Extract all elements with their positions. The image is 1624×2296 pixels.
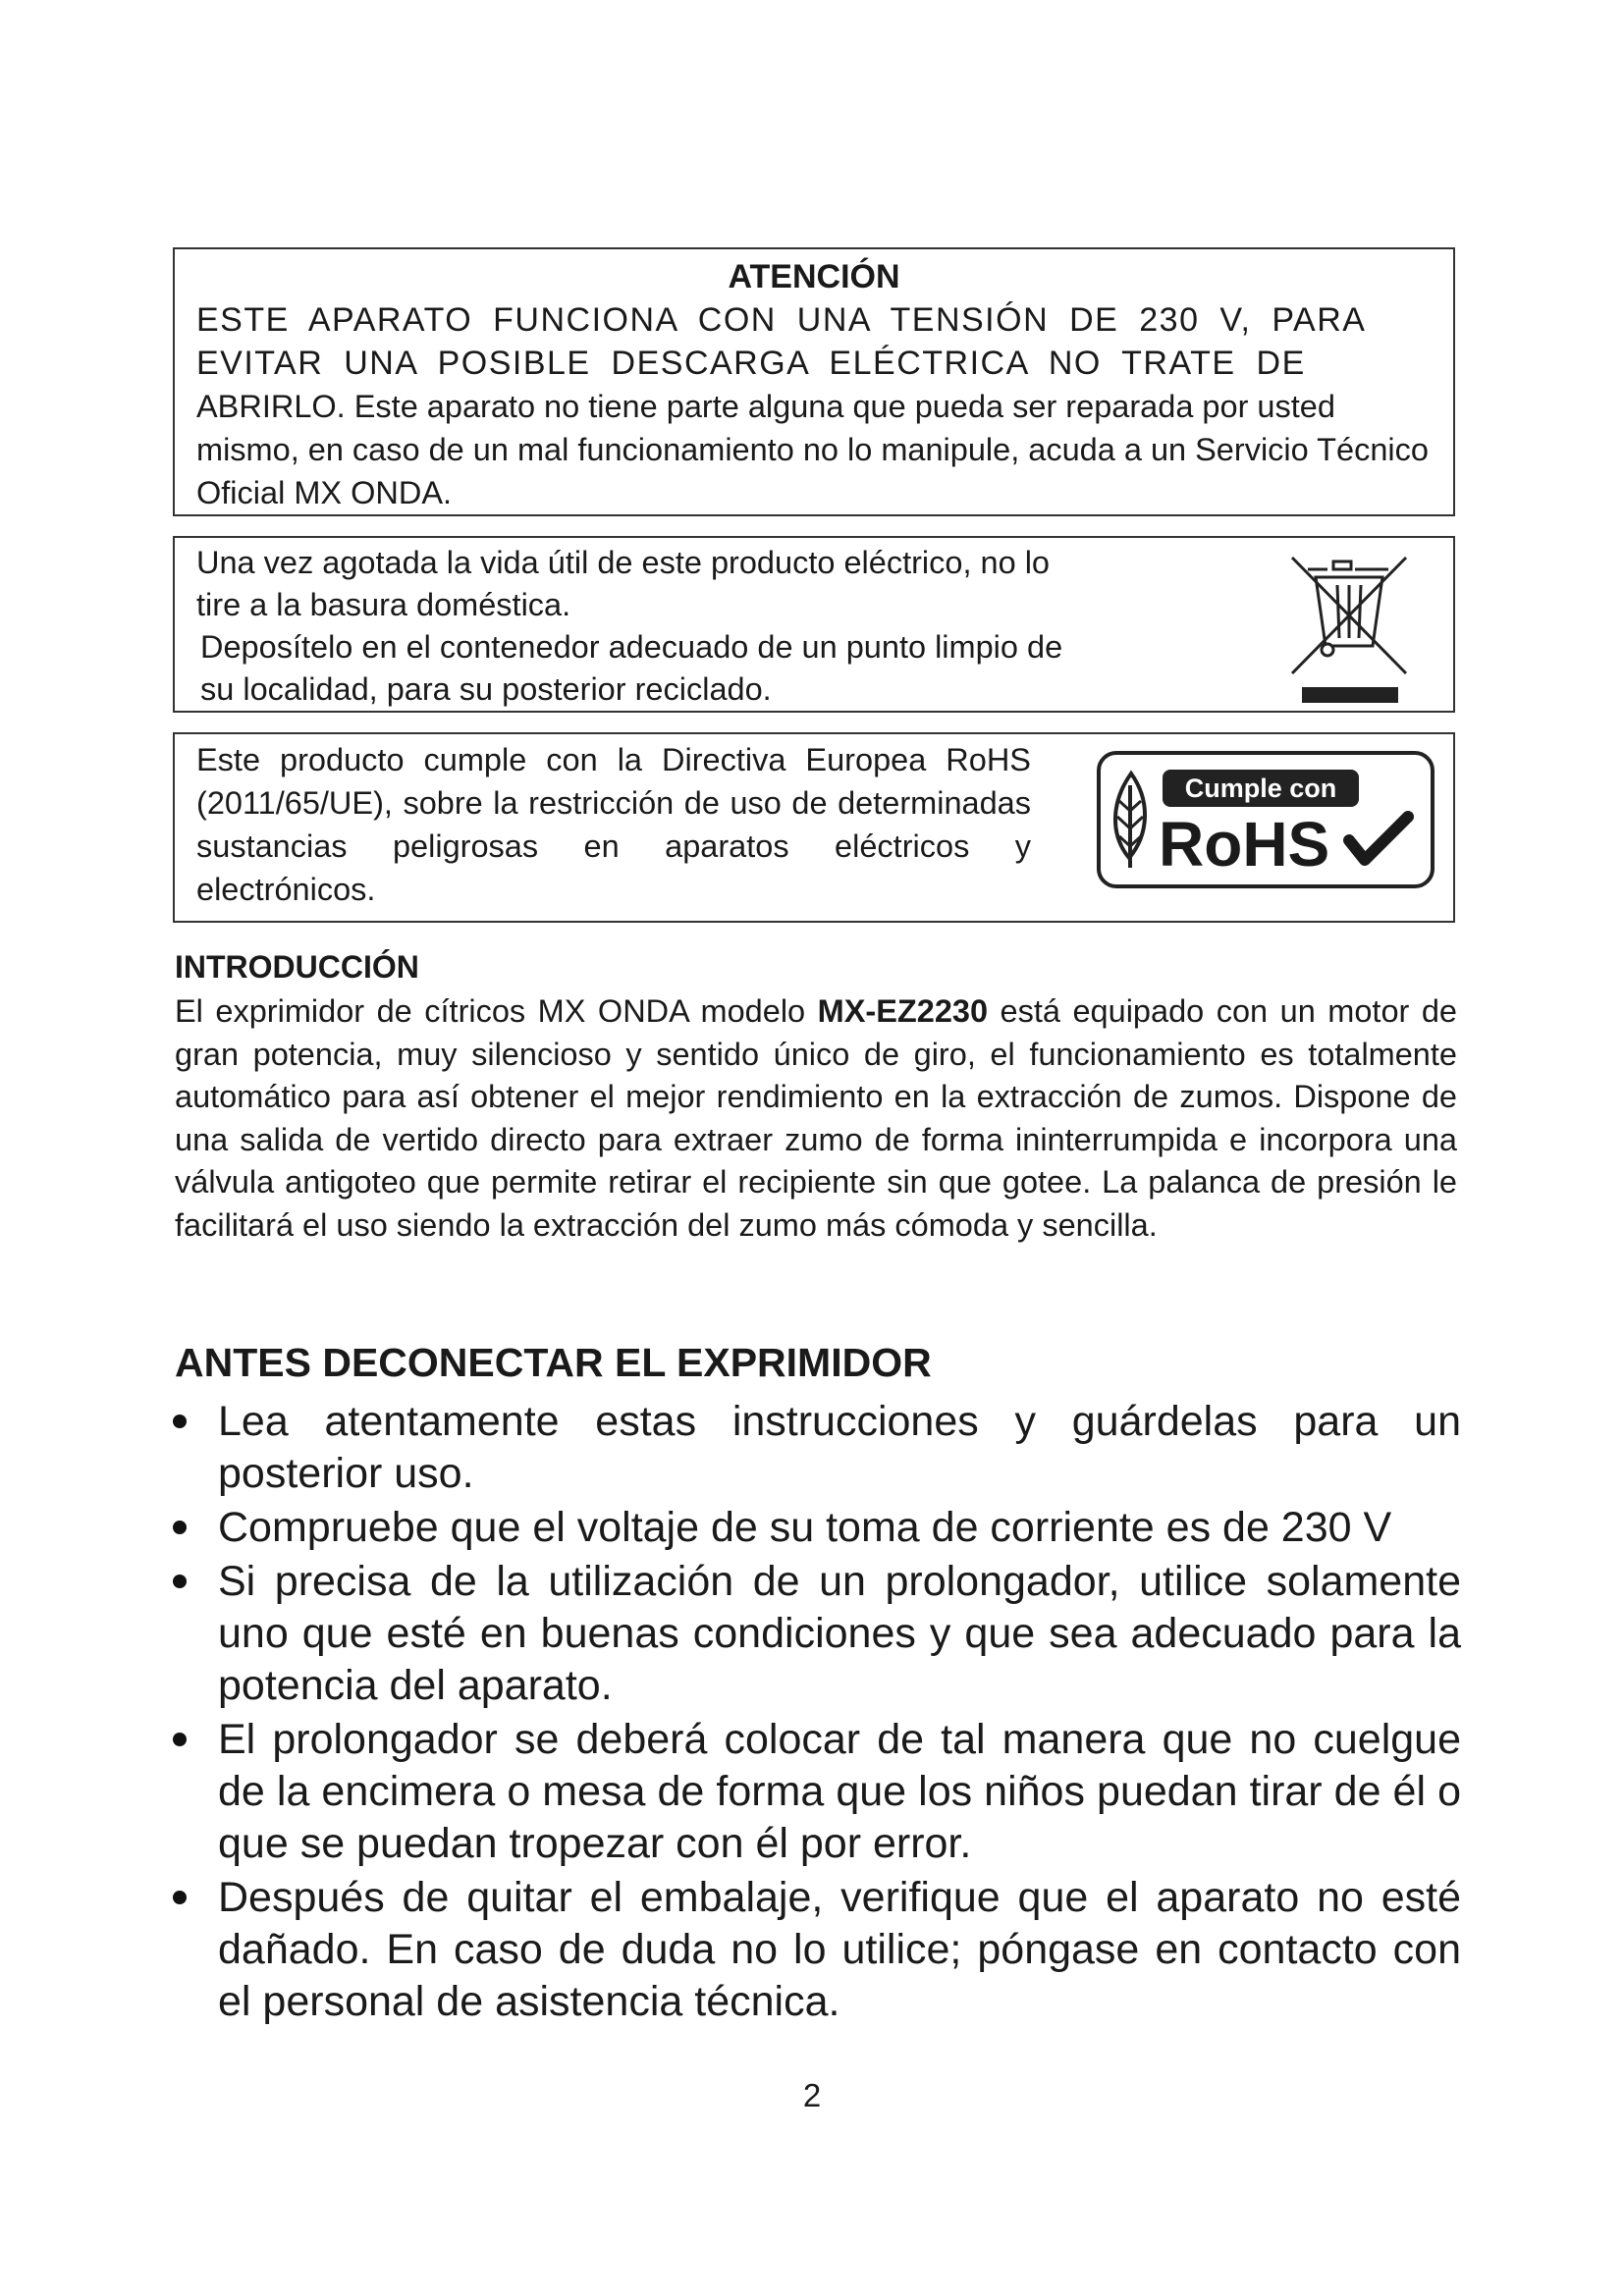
intro-text-end: está equipado con un motor de gran potencia, muy silencioso y sentido único de giro, el funcionamiento es totalmente automático para así obtener el mejor rendimiento en la extracción de zumos. Dispone de una salida de vertido directo para extraer zumo de forma ininterrumpida e incorpora una válvula antigoteo que permite retirar el recipiente sin que gotee. La palanca de presión le facilitará el uso siendo la extracción del zumo más cómoda y sencilla. <box>175 993 1457 1243</box>
introduction-heading: INTRODUCCIÓN <box>175 949 419 985</box>
model-number: MX-EZ2230 <box>817 993 989 1029</box>
list-item <box>175 1396 1461 1500</box>
disposal-line-4: su localidad, para su posterior reciclado. <box>200 671 772 707</box>
list-item-text: Compruebe que el voltaje de su toma de corriente es de 230 V <box>218 1504 1392 1551</box>
list-item-text: Lea atentamente estas instrucciones y guárdelas para un posterior uso. <box>218 1398 1461 1497</box>
disposal-line-1: Una vez agotada la vida útil de este producto eléctrico, no lo <box>196 545 1051 580</box>
warning-title: ATENCIÓN <box>728 258 900 295</box>
before-use-heading: ANTES DECONECTAR EL EXPRIMIDOR <box>175 1340 932 1385</box>
warning-caps-line-1: ESTE APARATO FUNCIONA CON UNA TENSIÓN DE 230 V, PARA <box>196 301 1367 339</box>
intro-text-start: El exprimidor de cítricos MX ONDA modelo <box>175 993 818 1029</box>
disposal-line-2: tire a la basura doméstica. <box>196 587 571 622</box>
disposal-line-3: Deposítelo en el contenedor adecuado de un punto limpio de <box>200 629 1063 665</box>
rohs-logo-word: RoHS <box>1159 809 1330 880</box>
list-item-text: El prolongador se deberá colocar de tal manera que no cuelgue de la encimera o mesa de forma que los niños puedan tirar de él o que se puedan tropezar con él por error. <box>218 1716 1461 1867</box>
list-item-text: Si precisa de la utilización de un prolongador, utilice solamente uno que esté en buenas condiciones y que sea adecuado para la potencia del aparato. <box>218 1558 1461 1709</box>
rohs-logo-badge: Cumple con <box>1184 774 1337 803</box>
before-use-section <box>175 1335 1461 2030</box>
crossed-bin-icon <box>1286 548 1414 705</box>
rohs-compliance-logo <box>1096 750 1435 889</box>
list-item <box>175 1556 1461 1712</box>
introduction-section <box>175 945 1457 1247</box>
disposal-box <box>173 536 1455 713</box>
list-item <box>175 1872 1461 2028</box>
list-item <box>175 1714 1461 1870</box>
list-item-text: Después de quitar el embalaje, verifique que el aparato no esté dañado. En caso de duda no lo utilice; póngase en contacto con el personal de asistencia técnica. <box>218 1874 1461 2025</box>
rohs-text: Este producto cumple con la Directiva Europea RoHS (2011/65/UE), sobre la restricción de uso de determinadas sustancias peligrosas en aparatos eléctricos y electrónicos. <box>196 742 1031 907</box>
bullet-icon <box>173 1521 187 1534</box>
bullet-icon <box>173 1733 187 1746</box>
instructions-list <box>175 1396 1461 2028</box>
introduction-paragraph <box>175 990 1457 1247</box>
warning-caps-line-2: EVITAR UNA POSIBLE DESCARGA ELÉCTRICA NO TRATE DE <box>196 345 1306 382</box>
warning-box <box>173 247 1455 516</box>
list-item <box>175 1502 1461 1554</box>
bullet-icon <box>173 1415 187 1428</box>
bullet-icon <box>173 1891 187 1904</box>
page-number: 2 <box>802 2077 822 2113</box>
disposal-text <box>196 542 1188 711</box>
bullet-icon <box>173 1575 187 1588</box>
warning-body: ABRIRLO. Este aparato no tiene parte alguna que pueda ser reparada por usted mismo, en caso de un mal funcionamiento no lo manipule, acuda a un Servicio Técnico Oficial MX ONDA. <box>196 389 1429 510</box>
rohs-box <box>173 732 1455 923</box>
